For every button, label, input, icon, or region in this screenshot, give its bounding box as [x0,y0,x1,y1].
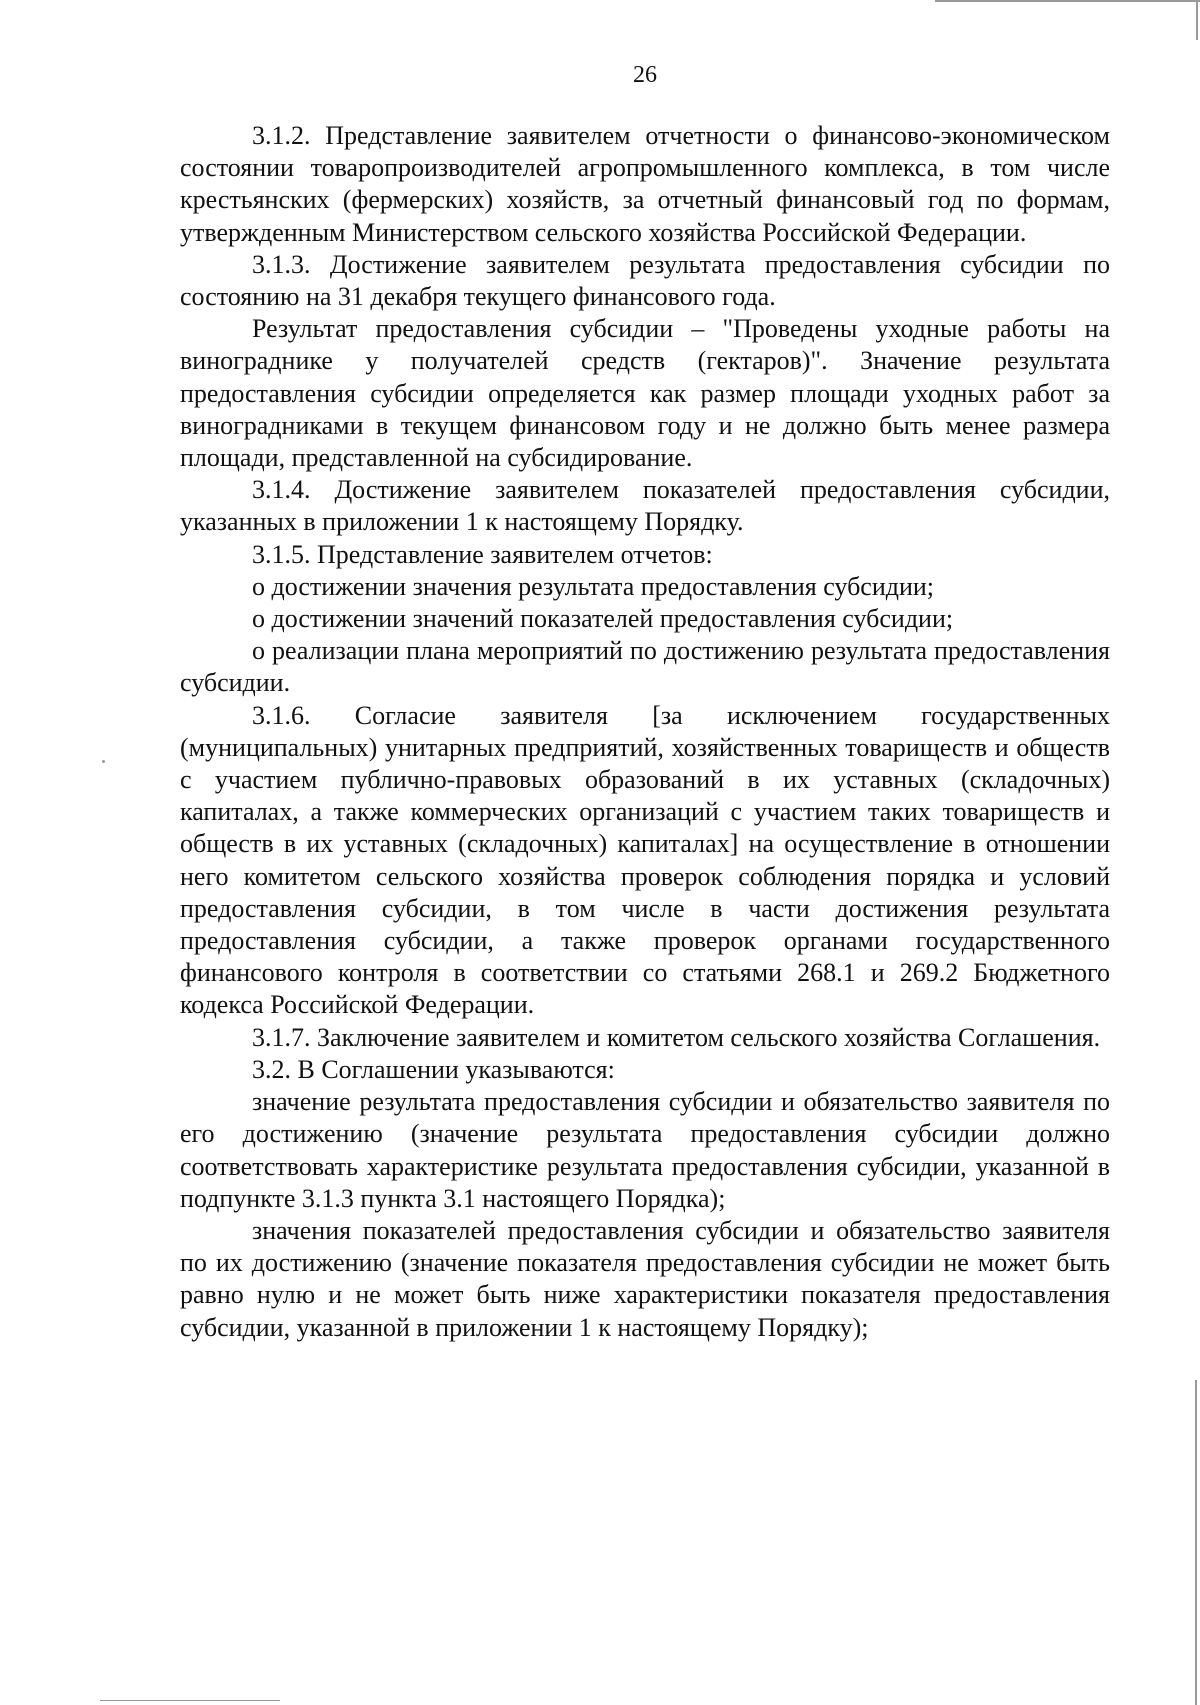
paragraph-3-1-5: 3.1.5. Представление заявителем отчетов: [252,539,713,569]
scan-edge-right-lower [1195,1380,1197,1705]
report-item-plan: о реализации плана мероприятий по достижению результата предоставления субсидии. [180,636,1110,698]
scan-edge-bottom [100,1700,280,1701]
page-number: 26 [633,62,657,88]
scan-edge-top-right [935,0,1200,2]
paragraph-3-1-4: 3.1.4. Достижение заявителем показателей предоставления субсидии, указанных в приложении 1 к настоящему Порядку. [180,475,1110,537]
paragraph-result-definition: Результат предоставления субсидии – "Проведены уходные работы на винограднике у получателей средств (гектаров)". Значение результата предоставления субсидии определяется как размер площади уходных работ за виноградниками в текущем финансовом году и не должно быть менее размера площади, представленной на субсидирование. [180,314,1110,473]
agreement-item-result: значение результата предоставления субсидии и обязательство заявителя по его достижению (значение результата предоставления субсидии должно соответствовать характеристике результата предоставления субсидии, указанной в подпункте 3.1.3 пункта 3.1 настоящего Порядка); [180,1087,1110,1213]
agreement-item-indicators: значения показателей предоставления субсидии и обязательство заявителя по их достижению (значение показателя предоставления субсидии не может быть равно нулю и не может быть ниже характеристики показателя предоставления субсидии, указанной в приложении 1 к настоящему Порядку); [180,1215,1110,1342]
scan-speck [102,760,105,763]
report-item-result: о достижении значения результата предоставления субсидии; [252,571,935,601]
document-body [180,120,1110,1344]
paragraph-3-1-2: 3.1.2. Представление заявителем отчетности о финансово-экономическом состоянии товаропроизводителей агропромышленного комплекса, в том числе крестьянских (фермерских) хозяйств, за отчетный финансовый год по формам, утвержденным Министерством сельского хозяйства Российской Федерации. [180,121,1110,247]
scan-edge-right [1196,0,1198,40]
paragraph-3-1-6: 3.1.6. Согласие заявителя [за исключением государственных (муниципальных) унитарных предприятий, хозяйственных товариществ и обществ с участием публично-правовых образований в их уставных (складочных) капиталах, а также коммерческих организаций с участием таких товариществ и обществ в их уставных (складочных) капиталах] на осуществление в отношении него комитетом сельского хозяйства проверок соблюдения порядка и условий предоставления субсидии, в том числе в части достижения результата предоставления субсидии, а также проверок органами государственного финансового контроля в соответствии со статьями 268.1 и 269.2 Бюджетного кодекса Российской Федерации. [180,700,1110,1020]
paragraph-3-1-7: 3.1.7. Заключение заявителем и комитетом сельского хозяйства Соглашения. [252,1022,1101,1052]
paragraph-3-1-3: 3.1.3. Достижение заявителем результата предоставления субсидии по состоянию на 31 декабря текущего финансового года. [180,249,1110,312]
paragraph-3-2: 3.2. В Соглашении указываются: [252,1054,615,1084]
report-item-indicators: о достижении значений показателей предоставления субсидии; [252,604,954,634]
